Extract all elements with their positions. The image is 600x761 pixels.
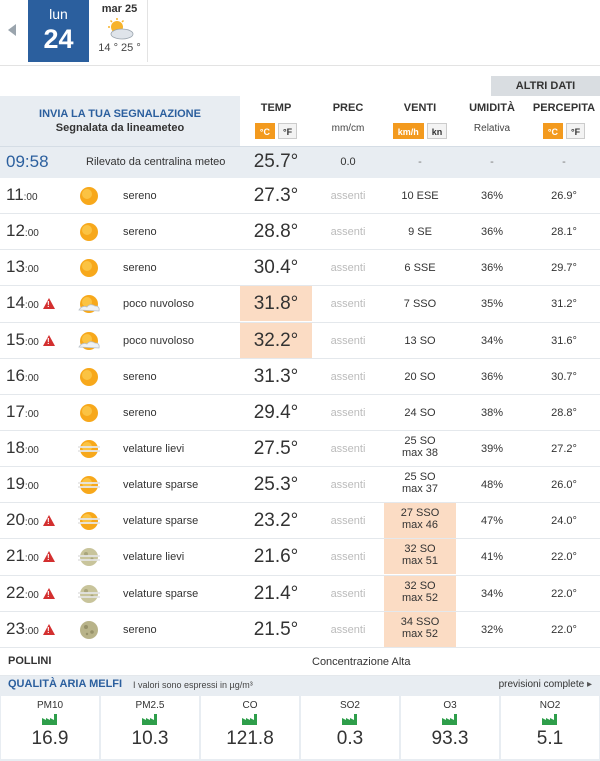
row-wind-speed: 9 SE [408,226,432,239]
row-prec: assenti [330,226,366,239]
factory-icon [142,714,158,725]
row-perceived: 31.2° [551,298,577,311]
pollini-label: POLLINI [8,655,52,667]
row-perceived: 24.0° [551,515,577,528]
row-prec: assenti [330,551,366,564]
table-header [0,96,600,146]
pollutant-card[interactable] [401,696,499,759]
row-condition: velature lievi [123,442,185,455]
row-wind-speed: 6 SSE [404,262,436,275]
sun-icon [76,255,102,281]
table-row [0,612,600,648]
observed-time: 09:58 [6,152,49,171]
table-row [0,286,600,322]
table-row [0,323,600,359]
pollutant-card[interactable] [501,696,599,759]
row-humidity: 41% [480,551,504,564]
row-hour: 16:00 [6,365,39,385]
row-prec: assenti [330,515,366,528]
col-prec-title: PREC [332,102,364,114]
row-temp: 27.5° [253,437,299,459]
table-row [0,250,600,286]
table-row [0,503,600,539]
observed-perc: - [562,156,566,168]
row-wind [384,250,456,285]
pollutant-value: 5.1 [536,728,564,749]
day-temp-range: 14 ° 25 ° [98,42,141,54]
row-wind-max: max 37 [401,483,439,496]
row-prec: assenti [330,479,366,492]
row-temp: 27.3° [253,185,299,206]
observed-desc: Rilevato da centralina meteo [86,156,226,168]
row-wind-max: max 52 [401,627,439,640]
observed-wind: - [418,156,422,168]
unit-fahrenheit-perc-button[interactable]: °F [566,123,585,139]
row-condition: velature lievi [123,551,185,564]
sun-icon [76,400,102,426]
row-temp: 25.3° [253,474,299,496]
row-humidity: 36% [480,226,504,239]
unit-kmh-button[interactable]: km/h [393,123,424,139]
pollutant-name: PM2.5 [135,700,165,711]
row-perceived: 28.1° [551,226,577,239]
row-prec: assenti [330,623,366,636]
row-hour: 13:00 [6,257,39,277]
col-venti-title: VENTI [403,102,437,114]
row-humidity: 34% [480,334,504,347]
row-wind-speed: 7 SSO [403,298,437,311]
row-wind [384,612,456,647]
row-wind-max: max 52 [401,591,439,604]
col-umidita-title: UMIDITÀ [469,102,515,114]
row-hour: 18:00 [6,437,39,457]
pollutant-cards [0,694,600,761]
moon-icon [76,617,102,643]
row-perceived: 22.0° [551,587,577,600]
row-temp: 28.8° [253,221,299,243]
row-perceived: 22.0° [551,551,577,564]
table-row [0,576,600,612]
row-wind-speed: 25 SO [404,471,436,484]
row-hour: 22:00 [6,582,39,602]
day-tab-next[interactable] [92,0,148,62]
warning-icon[interactable] [43,551,55,562]
sun-haze-icon [76,436,102,462]
row-hour: 11:00 [6,185,38,204]
row-wind-speed: 34 SSO [400,615,440,628]
pollutant-name: NO2 [539,700,561,711]
sun-haze-icon [76,508,102,534]
col-percepita-header [528,96,600,146]
row-humidity: 36% [480,190,504,202]
warning-icon[interactable] [43,588,55,599]
row-condition: velature sparse [123,587,199,600]
sun-cloud-icon [76,291,102,317]
moon-haze-icon [76,581,102,607]
row-wind-speed: 10 ESE [401,190,439,202]
table-row [0,214,600,250]
row-hour: 19:00 [6,474,39,494]
row-humidity: 36% [480,262,504,275]
sun-icon [76,183,102,209]
row-wind-speed: 24 SO [404,406,436,419]
observed-hum: - [490,156,494,168]
col-umidita-header [456,96,528,146]
col-temp-header [240,96,312,146]
row-perceived: 27.2° [551,442,577,455]
row-condition: sereno [123,226,157,239]
row-wind-max: max 38 [401,446,439,459]
altri-dati-button[interactable]: ALTRI DATI [491,76,600,96]
row-wind-speed: 13 SO [404,334,436,347]
warning-icon[interactable] [43,298,55,309]
row-temp: 30.4° [253,257,299,279]
day-name: mar 25 [101,3,138,15]
partly-cloudy-icon [105,18,135,40]
row-temp: 23.2° [253,510,299,532]
table-row [0,395,600,431]
table-row [0,539,600,575]
pollutant-card[interactable] [101,696,199,759]
row-humidity: 35% [480,298,504,311]
row-perceived: 22.0° [551,623,577,636]
row-perceived: 26.9° [551,190,577,202]
row-condition: poco nuvoloso [123,298,194,311]
warning-icon[interactable] [43,335,55,346]
row-temp: 21.4° [253,582,299,604]
row-condition: sereno [123,406,157,419]
pollutant-name: PM10 [36,700,64,711]
row-perceived: 26.0° [551,479,577,492]
pollutant-card[interactable] [1,696,99,759]
row-wind-speed: 25 SO [404,434,436,447]
row-hour: 12:00 [6,221,39,241]
row-condition: velature sparse [123,515,199,528]
pollini-row [0,648,600,676]
warning-icon[interactable] [43,515,55,526]
row-condition: sereno [123,623,157,636]
row-prec: assenti [330,190,366,202]
row-humidity: 32% [480,623,504,636]
row-humidity: 47% [480,515,504,528]
factory-icon [542,714,558,725]
row-hour: 21:00 [6,546,39,566]
unit-fahrenheit-button[interactable]: °F [278,123,297,139]
sun-icon [76,364,102,390]
previsioni-complete-link[interactable]: previsioni complete ▸ [499,679,592,690]
factory-icon [42,714,58,725]
row-wind [384,503,456,538]
col-prec-header [312,96,384,146]
pollutant-value: 16.9 [31,728,69,749]
factory-icon [242,714,258,725]
row-condition: sereno [123,370,157,383]
pollutant-value: 10.3 [131,728,169,749]
row-wind [384,576,456,611]
day-selector [0,0,600,66]
table-row [0,359,600,395]
row-wind [384,539,456,574]
row-hour: 20:00 [6,510,39,530]
row-prec: assenti [330,442,366,455]
pollutant-name: O3 [443,700,457,711]
sun-cloud-icon [76,328,102,354]
unit-celsius-button[interactable]: °C [255,123,275,139]
factory-icon [442,714,458,725]
pollutant-card[interactable] [201,696,299,759]
row-prec: assenti [330,406,366,419]
pollutant-name: SO2 [339,700,360,711]
row-hour: 23:00 [6,618,39,638]
pollutant-value: 93.3 [431,728,469,749]
unit-kn-button[interactable]: kn [427,123,448,139]
air-quality-header [0,676,600,694]
row-wind-speed: 20 SO [404,370,436,383]
row-humidity: 38% [480,406,504,419]
row-temp: 31.3° [253,365,299,387]
pollutant-value: 0.3 [336,728,364,749]
row-wind [384,214,456,249]
report-box [0,96,240,146]
col-percepita-title: PERCEPITA [532,102,596,114]
air-quality-title: QUALITÀ ARIA MELFI [8,678,123,690]
pollini-value: Concentrazione Alta [312,656,411,668]
row-wind [384,467,456,502]
row-condition: sereno [123,262,157,275]
row-perceived: 29.7° [551,262,577,275]
moon-haze-icon [76,544,102,570]
row-humidity: 34% [480,587,504,600]
row-temp: 31.8° [240,286,312,321]
row-condition: velature sparse [123,479,199,492]
table-row [0,178,600,214]
row-wind-max: max 51 [401,555,439,568]
hourly-table [0,178,600,648]
warning-icon[interactable] [43,624,55,635]
factory-icon [342,714,358,725]
sun-haze-icon [76,472,102,498]
row-wind-speed: 27 SSO [400,507,440,520]
observed-prec: 0.0 [340,156,356,168]
col-prec-unit: mm/cm [331,123,365,134]
observed-row [0,146,600,178]
row-wind-speed: 32 SO [404,579,436,592]
row-perceived: 31.6° [551,334,577,347]
row-humidity: 36% [480,370,504,383]
row-prec: assenti [330,587,366,600]
air-quality-note: I valori sono espressi in µg/m³ [133,680,253,690]
row-wind [384,359,456,394]
row-hour: 17:00 [6,401,39,421]
row-wind-max: max 46 [401,519,439,532]
observed-temp: 25.7° [253,151,299,172]
row-perceived: 28.8° [551,406,577,419]
row-condition: poco nuvoloso [123,334,194,347]
row-temp: 21.5° [253,618,299,640]
row-wind [384,286,456,321]
row-humidity: 39% [480,442,504,455]
row-prec: assenti [330,298,366,311]
row-hour: 14:00 [6,293,39,313]
pollutant-value: 121.8 [226,728,274,749]
pollutant-card[interactable] [301,696,399,759]
row-wind [384,323,456,358]
row-temp: 29.4° [253,401,299,423]
pollutant-name: CO [242,700,258,711]
row-temp: 21.6° [253,546,299,568]
row-wind-speed: 32 SO [404,543,436,556]
row-wind [384,178,456,213]
table-row [0,431,600,467]
col-venti-header [384,96,456,146]
unit-celsius-perc-button[interactable]: °C [543,123,563,139]
row-wind [384,395,456,430]
row-perceived: 30.7° [551,370,577,383]
col-temp-title: TEMP [260,102,292,114]
row-prec: assenti [330,334,366,347]
col-umidita-sub: Relativa [473,123,511,134]
row-prec: assenti [330,262,366,275]
day-number: 24 [43,24,74,54]
day-tab-active[interactable] [28,0,89,62]
day-name: lun [49,6,68,22]
row-hour: 15:00 [6,329,39,349]
row-humidity: 48% [480,479,504,492]
invia-segnalazione-link[interactable]: INVIA LA TUA SEGNALAZIONE [39,108,201,120]
row-wind [384,431,456,466]
row-temp: 32.2° [240,323,312,358]
sun-icon [76,219,102,245]
row-prec: assenti [330,370,366,383]
prev-day-arrow-icon[interactable] [8,24,16,36]
segnalata-label: Segnalata da lineameteo [55,122,185,134]
row-condition: sereno [123,190,157,202]
table-row [0,467,600,503]
